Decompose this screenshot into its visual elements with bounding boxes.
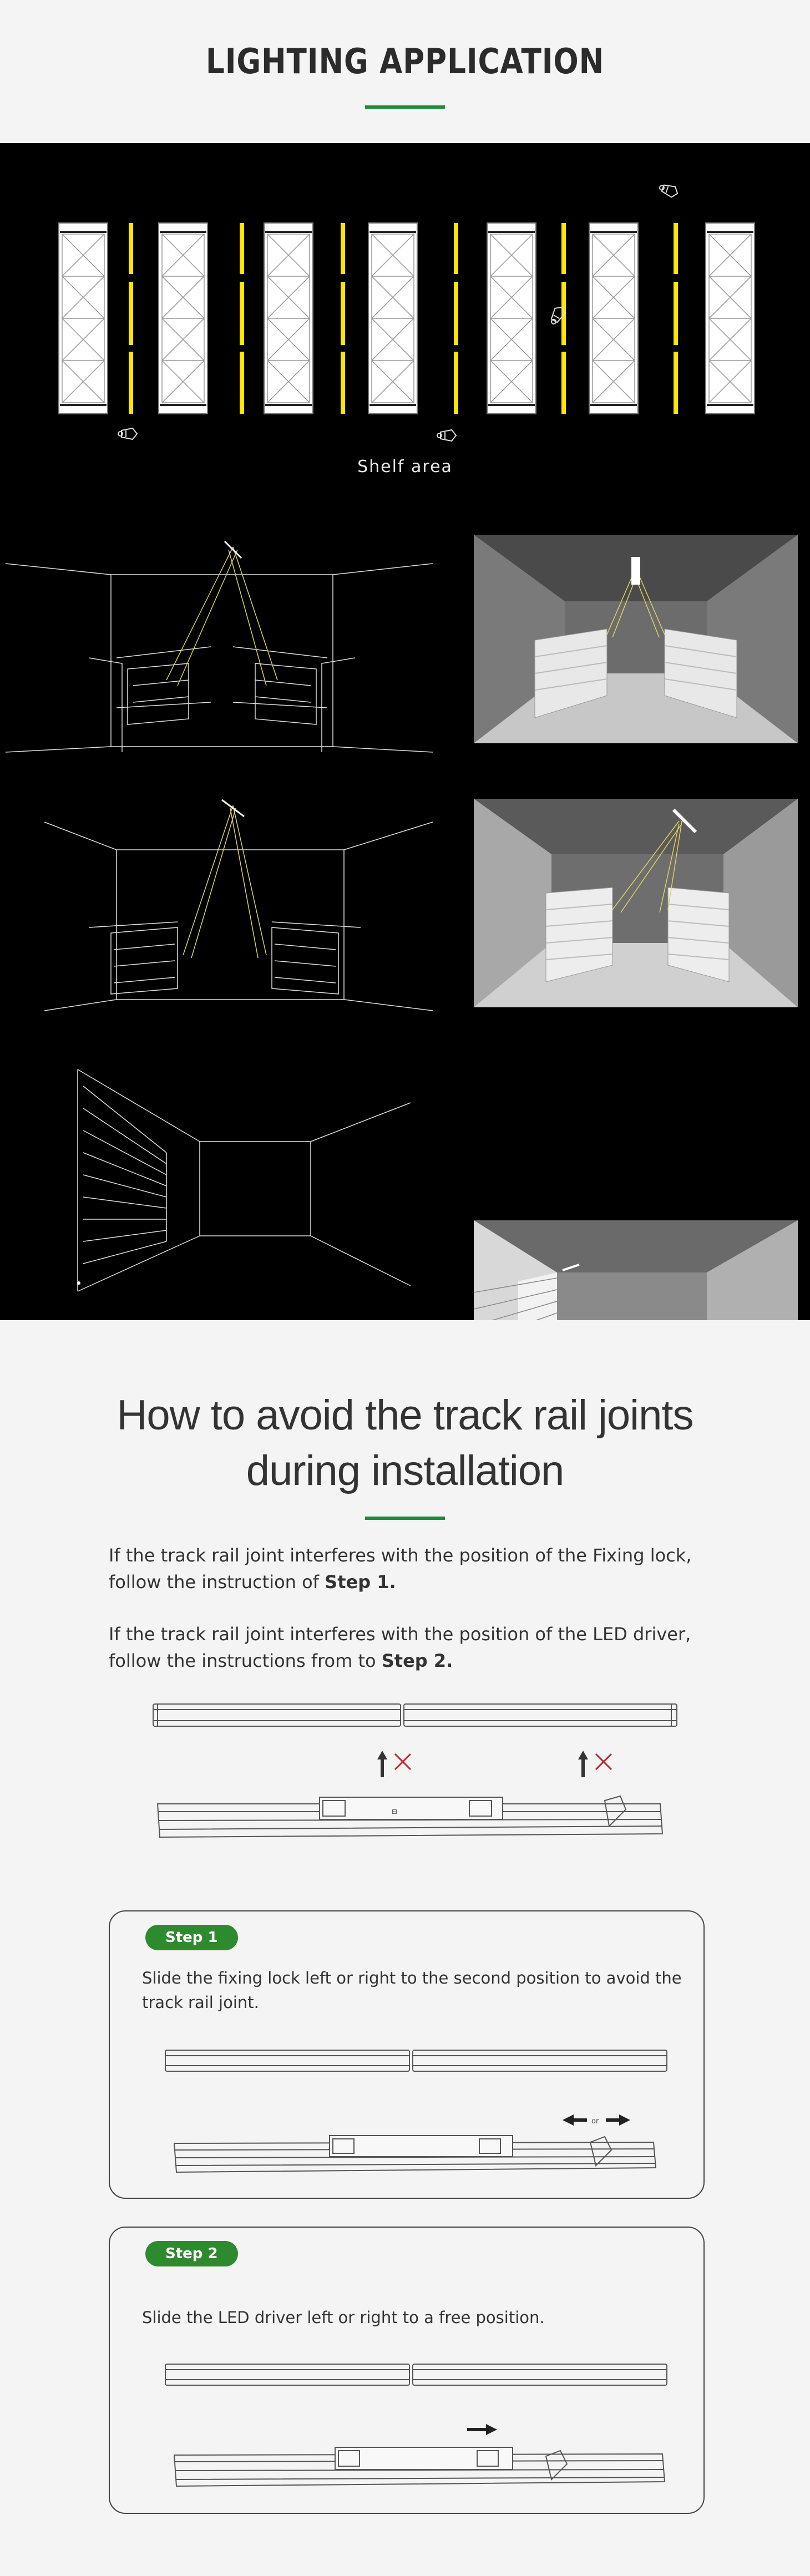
paragraph-fixing-lock — [109, 1542, 719, 1595]
light-line-segment — [129, 352, 133, 414]
paragraph-led-driver-step-ref: Step 2. — [381, 1650, 453, 1671]
up-arrow-icon — [377, 1751, 387, 1777]
section-title-line-2: during installation — [246, 1447, 564, 1494]
svg-text:⊟: ⊟ — [392, 1808, 398, 1816]
step-1-badge: Step 1 — [145, 1925, 238, 1950]
light-line-segment — [129, 282, 133, 345]
light-line-segment — [240, 352, 244, 414]
x-mark-icon — [395, 1754, 411, 1769]
light-line-segment — [561, 223, 566, 274]
installation-instructions-section — [0, 1320, 810, 2576]
step-2-illustration — [163, 2363, 674, 2496]
move-left-arrow-icon — [563, 2114, 587, 2126]
shelf-unit — [59, 223, 108, 414]
light-line-segment — [341, 282, 345, 345]
move-right-arrow-icon — [467, 2424, 497, 2435]
wireframe-aisle-view-2 — [0, 789, 444, 1022]
or-label: or — [591, 2117, 599, 2126]
step-2-badge: Step 2 — [145, 2241, 238, 2266]
shelf-area-label: Shelf area — [357, 457, 453, 476]
light-line-segment — [674, 282, 678, 345]
step-1-card — [109, 1910, 705, 2199]
paragraph-fixing-lock-text: If the track rail joint interferes with the position of the Fixing lock, follow the instruction of — [109, 1545, 692, 1593]
camera-icon — [118, 428, 137, 439]
paragraph-led-driver-text: If the track rail joint interferes with the position of the LED driver, follow the instructions from to — [109, 1624, 691, 1671]
step-2-text: Slide the LED driver left or right to a free position. — [142, 2308, 545, 2327]
light-line-segment — [561, 282, 566, 345]
wireframe-corridor-view — [0, 1064, 444, 1297]
light-line-segment — [674, 352, 678, 414]
light-line-segment — [454, 282, 458, 345]
camera-icon — [437, 430, 456, 441]
shelf-unit — [368, 223, 417, 414]
step-1-illustration — [163, 2049, 674, 2182]
step-1-text: Slide the fixing lock left or right to the second position to avoid the track rail joint. — [142, 1969, 682, 2012]
camera-icon — [658, 182, 680, 199]
shelf-unit — [589, 223, 638, 414]
light-line-segment — [454, 223, 458, 274]
title-underline — [365, 105, 445, 109]
paragraph-fixing-lock-step-ref: Step 1. — [325, 1571, 396, 1593]
light-line-segment — [341, 223, 345, 274]
render-aisle-view-2 — [474, 799, 798, 1007]
shelf-unit — [487, 223, 536, 414]
section-title-underline — [365, 1517, 445, 1520]
section-title — [0, 1388, 810, 1499]
step-2-card — [109, 2227, 705, 2514]
shelf-unit — [264, 223, 313, 414]
header-section — [0, 0, 810, 143]
light-line-segment — [129, 223, 133, 274]
up-arrow-icon — [578, 1751, 588, 1777]
light-line-segment — [454, 352, 458, 414]
page-title: LIGHTING APPLICATION — [205, 41, 605, 82]
shelf-plan-diagram — [0, 143, 810, 498]
light-line-segment — [240, 282, 244, 345]
paragraph-led-driver — [109, 1621, 719, 1674]
move-right-arrow-icon — [606, 2114, 630, 2126]
shelf-unit — [706, 223, 755, 414]
wireframe-aisle-view-1 — [0, 525, 444, 758]
x-mark-icon — [596, 1754, 611, 1769]
rail-joint-problem-illustration — [150, 1703, 682, 1853]
render-aisle-view-1 — [474, 535, 798, 743]
light-line-segment — [341, 352, 345, 414]
light-line-segment — [674, 223, 678, 274]
light-line-segment — [240, 223, 244, 274]
shelf-unit — [159, 223, 207, 414]
section-title-line-1: How to avoid the track rail joints — [117, 1392, 693, 1439]
light-line-segment — [561, 352, 566, 414]
shelf-units — [59, 223, 755, 414]
lighting-application-section — [0, 143, 810, 1320]
